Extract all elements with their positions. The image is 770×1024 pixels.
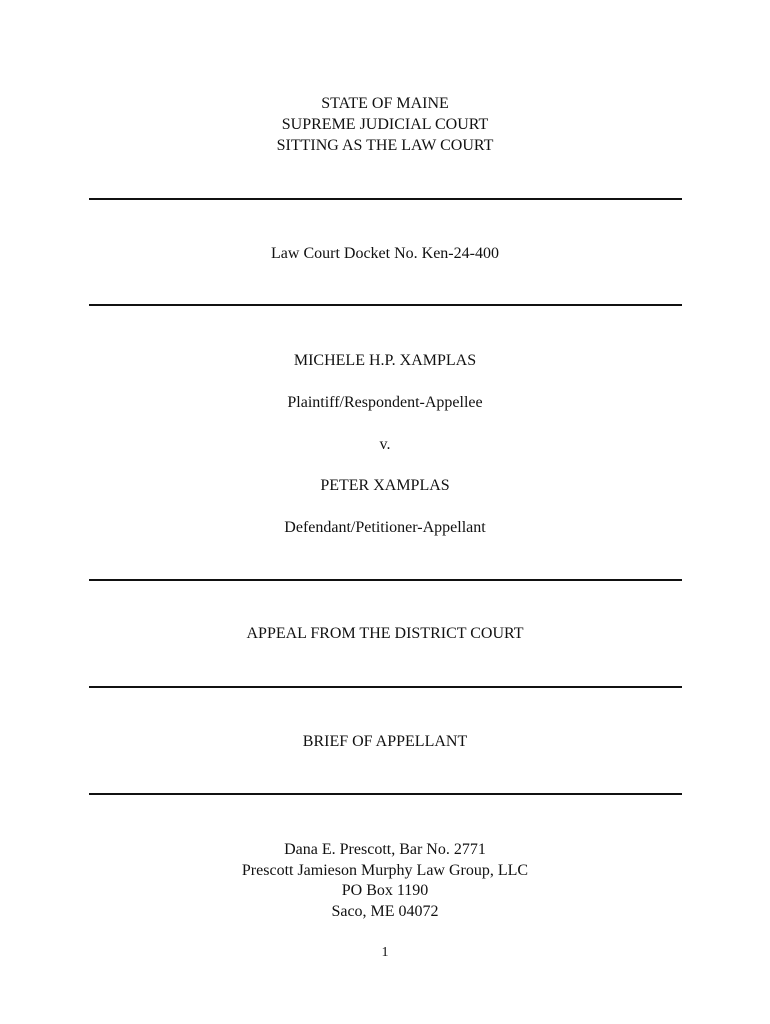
divider-rule xyxy=(89,686,682,688)
plaintiff-role: Plaintiff/Respondent-Appellee xyxy=(287,394,483,411)
brief-title: BRIEF OF APPELLANT xyxy=(302,733,468,750)
divider-rule xyxy=(89,198,682,200)
appeal-from: APPEAL FROM THE DISTRICT COURT xyxy=(246,625,524,642)
court-name: SUPREME JUDICIAL COURT xyxy=(281,116,489,133)
divider-rule xyxy=(89,579,682,581)
counsel-address-po-box: PO Box 1190 xyxy=(341,882,429,899)
counsel-firm: Prescott Jamieson Murphy Law Group, LLC xyxy=(241,862,529,879)
court-sitting: SITTING AS THE LAW COURT xyxy=(276,137,494,154)
divider-rule xyxy=(89,793,682,795)
counsel-name: Dana E. Prescott, Bar No. 2771 xyxy=(284,841,486,858)
page-number: 1 xyxy=(381,945,389,960)
docket-number: Law Court Docket No. Ken-24-400 xyxy=(271,245,499,262)
versus: v. xyxy=(379,436,391,453)
defendant-role: Defendant/Petitioner-Appellant xyxy=(284,519,486,536)
court-state: STATE OF MAINE xyxy=(321,95,449,112)
counsel-address-city: Saco, ME 04072 xyxy=(331,903,439,920)
plaintiff-name: MICHELE H.P. XAMPLAS xyxy=(293,352,477,369)
defendant-name: PETER XAMPLAS xyxy=(320,477,450,494)
divider-rule xyxy=(89,304,682,306)
